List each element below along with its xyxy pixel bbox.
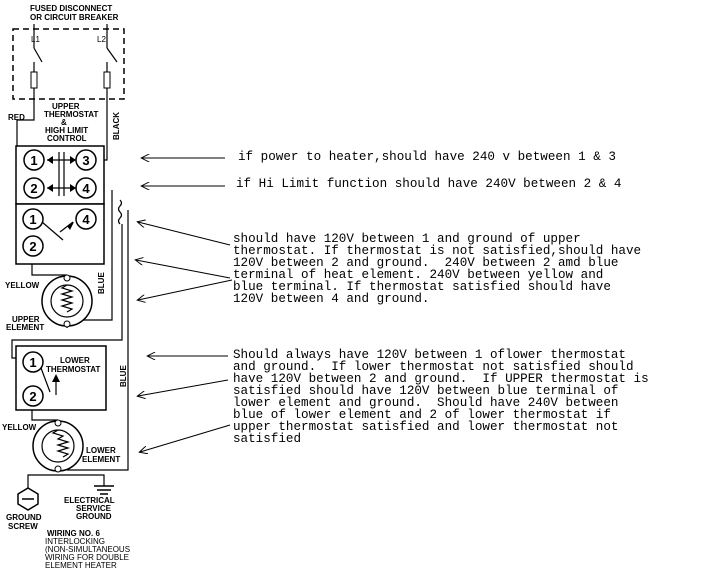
svg-text:2: 2 — [30, 181, 38, 196]
svg-text:2: 2 — [29, 389, 37, 404]
svg-text:1: 1 — [29, 212, 37, 227]
blue-upper-label: BLUE — [97, 272, 106, 294]
annotation-arrows — [136, 158, 232, 452]
yellow-lower-label: YELLOW — [2, 423, 37, 432]
svg-text:1: 1 — [29, 355, 37, 370]
disconnect-label-line1: FUSED DISCONNECT — [30, 4, 113, 13]
lower-element — [33, 420, 120, 472]
upper-thermostat-line2: THERMOSTAT — [44, 110, 99, 119]
switch-l2-blade — [107, 48, 117, 62]
upper-thermostat — [16, 146, 104, 264]
note-upper-thermostat: should have 120V between 1 and ground of upper thermostat. If thermostat is not satisfied,should have 120V between 2 and ground. 240V between 2 amd blue terminal of heat element. 240V between yellow and blue terminal. If thermostat satisfied should have 120V between 4 and ground. — [233, 232, 642, 306]
svg-text:3: 3 — [82, 153, 90, 168]
upper-thermostat-line5: CONTROL — [47, 134, 87, 143]
wiring-desc-line4: ELEMENT HEATER — [45, 561, 117, 570]
lower-element-label-line1: LOWER — [86, 446, 116, 455]
ground-screw-label-line2: SCREW — [8, 522, 38, 531]
yellow-upper-label: YELLOW — [5, 281, 40, 290]
upper-thermostat-line4: HIGH LIMIT — [45, 126, 89, 135]
note-lower-thermostat: Should always have 120V between 1 oflower thermostat and ground. If lower thermostat not satisfied should have 120V between 2 and ground. If UPPER thermostat is satisfied should have 120V between blue terminal of lower element and ground. Should have 240V between blue of lower element and 2 of lower thermostat if upper thermostat satisfied and lower thermostat not satisfied — [233, 348, 649, 446]
blue-lower-label: BLUE — [119, 365, 128, 387]
arrow-note4b — [138, 380, 228, 396]
svg-text:1: 1 — [30, 153, 38, 168]
upper-thermostat-line1: UPPER — [52, 102, 80, 111]
wiring-caption — [45, 529, 130, 570]
ground-wire — [28, 475, 104, 488]
lower-thermostat-label-line2: THERMOSTAT — [46, 365, 101, 374]
terminal-thermo-2 — [23, 236, 43, 256]
red-label: RED — [8, 113, 25, 122]
wiring-desc-line1: INTERLOCKING — [45, 537, 106, 546]
service-ground-line3: GROUND — [76, 512, 112, 521]
arrow-note3a — [138, 222, 230, 245]
l1-label: L1 — [31, 35, 40, 44]
wiring-desc-line2: (NON-SIMULTANEOUS — [45, 545, 131, 554]
lower-thermostat-label-line1: LOWER — [60, 356, 90, 365]
terminal-lower-2 — [23, 386, 43, 406]
terminal-upper-2 — [24, 178, 44, 198]
terminal-upper-4 — [76, 178, 96, 198]
upper-element — [5, 272, 106, 332]
terminal-thermo-4 — [76, 209, 96, 229]
fuse-l1 — [31, 72, 37, 88]
service-ground-line2: SERVICE — [76, 504, 111, 513]
arrow-note4c — [140, 425, 230, 452]
svg-text:4: 4 — [82, 212, 90, 227]
note-hi-limit: if Hi Limit function should have 240V between 2 & 4 — [236, 177, 622, 191]
svg-text:4: 4 — [82, 181, 90, 196]
upper-element-label-line1: UPPER — [12, 315, 40, 324]
note-power-terminals: if power to heater,should have 240 v between 1 & 3 — [238, 150, 616, 164]
terminal-upper-1 — [24, 150, 44, 170]
disconnect-label-line2: OR CIRCUIT BREAKER — [30, 13, 119, 22]
terminal-upper-3 — [76, 150, 96, 170]
black-label: BLACK — [112, 112, 121, 140]
lower-element-label-line2: ELEMENT — [82, 455, 121, 464]
switch-l1-blade — [34, 48, 42, 62]
terminal-thermo-1 — [23, 209, 43, 229]
upper-thermostat-label — [8, 102, 121, 143]
terminal-lower-1 — [23, 352, 43, 372]
arrow-note3c — [138, 280, 232, 300]
grounding — [6, 486, 115, 531]
fuse-l2 — [104, 72, 110, 88]
upper-element-label-line2: ELEMENT — [6, 323, 45, 332]
ground-screw-label-line1: GROUND — [6, 513, 42, 522]
service-ground-line1: ELECTRICAL — [64, 496, 115, 505]
upper-thermostat-line3: & — [61, 118, 67, 127]
svg-text:2: 2 — [29, 239, 37, 254]
fused-disconnect — [13, 4, 124, 99]
wavy-link — [119, 200, 122, 224]
wiring-title: WIRING NO. 6 — [47, 529, 100, 538]
lower-thermostat — [2, 346, 128, 432]
wiring-desc-line3: WIRING FOR DOUBLE — [45, 553, 130, 562]
electrical-ground-icon — [94, 486, 114, 494]
l2-label: L2 — [97, 35, 106, 44]
arrow-note3b — [136, 260, 230, 278]
